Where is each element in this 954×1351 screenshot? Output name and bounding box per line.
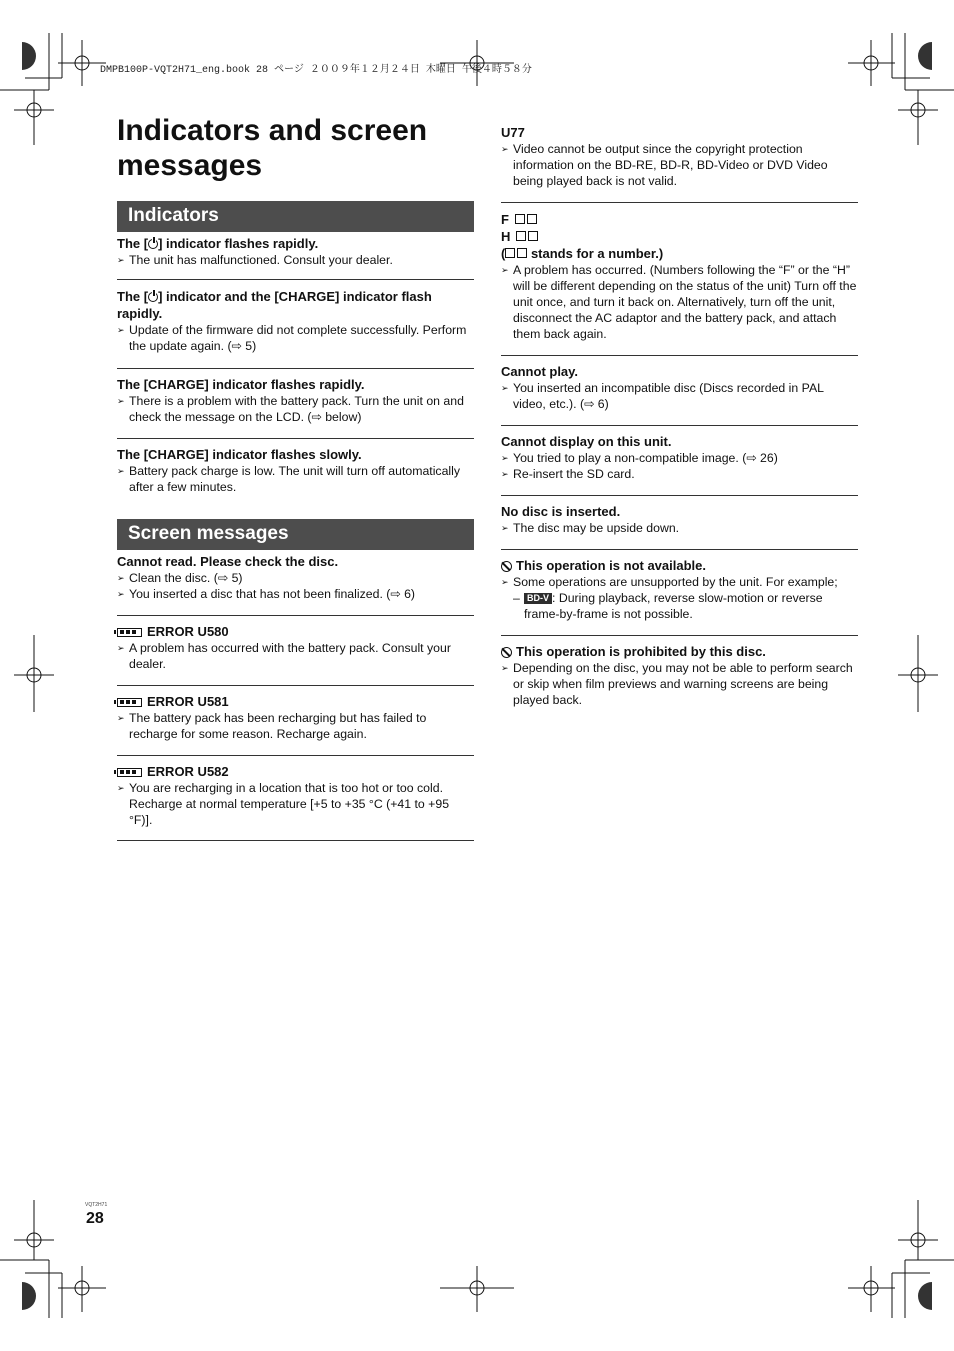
entry-bullet: ➢ Video cannot be output since the copyright protection information on the BD-RE, BD-R, BD-Video or DVD Video being played back is not valid. (501, 141, 858, 189)
entry-title: ( stands for a number.) (501, 246, 664, 261)
entry-title: The [ ] indicator flashes rapidly. (117, 236, 319, 251)
entry-title: Cannot read. Please check the disc. (117, 554, 339, 569)
bd-video-badge: BD-V (524, 593, 552, 604)
entry-title: H (501, 228, 858, 245)
entry-title: ERROR U582 (117, 763, 474, 780)
entry-bullet: ➢ A problem has occurred with the battery pack. Consult your dealer. (117, 640, 474, 672)
power-icon (148, 292, 158, 302)
msg-prohibited-by-disc (501, 643, 858, 713)
entry-title: Cannot display on this unit. (501, 434, 672, 449)
prohibited-icon (501, 561, 512, 572)
section-header-indicators: Indicators (117, 201, 474, 232)
msg-error-u580 (117, 623, 474, 686)
indicator-charge-rapid (117, 376, 474, 439)
entry-dash-item: – BD-V : During playback, reverse slow-motion or reverse frame-by-frame is not possible. (501, 590, 858, 622)
entry-bullet: ➢ A problem has occurred. (Numbers following the “F” or the “H” will be different depending on the status of the unit) Turn off the unit once, and turn it back on. Alternatively, turn off the unit, disconnect the AC adaptor and the battery pack, and attach them back again. (501, 262, 858, 342)
right-column (501, 124, 858, 724)
entry-bullet: ➢ Depending on the disc, you may not be able to perform search or skip when film previews and warning screens are being played back. (501, 660, 858, 708)
battery-icon (117, 698, 142, 707)
entry-bullet: ➢ Battery pack charge is low. The unit will turn off automatically after a few minutes. (117, 463, 474, 495)
entry-bullet: ➢ The battery pack has been recharging but has failed to recharge for some reason. Recharge again. (117, 710, 474, 742)
msg-error-u581 (117, 693, 474, 756)
entry-bullet: ➢ The unit has malfunctioned. Consult your dealer. (117, 252, 474, 268)
msg-no-disc (501, 503, 858, 550)
print-header: DMPB100P-VQT2H71_eng.book 28 ページ ２００９年１２月２４日 木曜日 午後４時５８分 (100, 65, 532, 76)
document-code: VQT2H71 (85, 1202, 108, 1208)
entry-title: The [CHARGE] indicator flashes rapidly. (117, 377, 365, 392)
entry-title: No disc is inserted. (501, 504, 621, 519)
battery-icon (117, 768, 142, 777)
left-column (117, 201, 474, 851)
entry-title: The [CHARGE] indicator flashes slowly. (117, 447, 362, 462)
entry-title: ERROR U580 (117, 623, 474, 640)
msg-cannot-read (117, 553, 474, 616)
entry-bullet: ➢ You tried to play a non-compatible image. (⇨ 26) (501, 450, 858, 466)
entry-bullet: ➢ Clean the disc. (⇨ 5) (117, 570, 474, 586)
entry-bullet: ➢ You inserted a disc that has not been finalized. (⇨ 6) (117, 586, 474, 602)
msg-cannot-display (501, 433, 858, 496)
msg-f-h-codes (501, 211, 858, 356)
page-number: 28 (86, 1210, 104, 1227)
entry-title: U77 (501, 125, 525, 140)
section-header-screen-messages: Screen messages (117, 519, 474, 550)
entry-title: This operation is not available. (501, 557, 858, 574)
entry-title: This operation is prohibited by this disc. (501, 643, 858, 660)
entry-bullet: ➢ You inserted an incompatible disc (Discs recorded in PAL video, etc.). (⇨ 6) (501, 380, 858, 412)
entry-title: F (501, 211, 858, 228)
indicator-charge-slow (117, 446, 474, 496)
entry-bullet: ➢ You are recharging in a location that is too hot or too cold. Recharge at normal temperature [+5 to +35 °C (+41 to +95 °F)]. (117, 780, 474, 828)
entry-bullet: ➢ Some operations are unsupported by the unit. For example; (501, 574, 858, 590)
entry-title: The [ ] indicator and the [CHARGE] indicator flash rapidly. (117, 289, 432, 321)
page-title: Indicators and screen messages (117, 114, 428, 182)
entry-bullet: ➢ Update of the firmware did not complete successfully. Perform the update again. (⇨ 5) (117, 322, 474, 354)
battery-icon (117, 628, 142, 637)
entry-title: ERROR U581 (117, 693, 474, 710)
indicator-power-charge (117, 288, 474, 369)
entry-bullet: ➢ Re-insert the SD card. (501, 466, 858, 482)
msg-cannot-play (501, 363, 858, 426)
prohibited-icon (501, 647, 512, 658)
msg-not-available (501, 557, 858, 636)
msg-error-u582 (117, 763, 474, 841)
entry-bullet: ➢ The disc may be upside down. (501, 520, 858, 536)
msg-u77 (501, 124, 858, 203)
entry-bullet: ➢ There is a problem with the battery pack. Turn the unit on and check the message on the LCD. (⇨ below) (117, 393, 474, 425)
entry-title: Cannot play. (501, 364, 579, 379)
power-icon (148, 239, 158, 249)
indicator-power-rapid (117, 235, 474, 280)
